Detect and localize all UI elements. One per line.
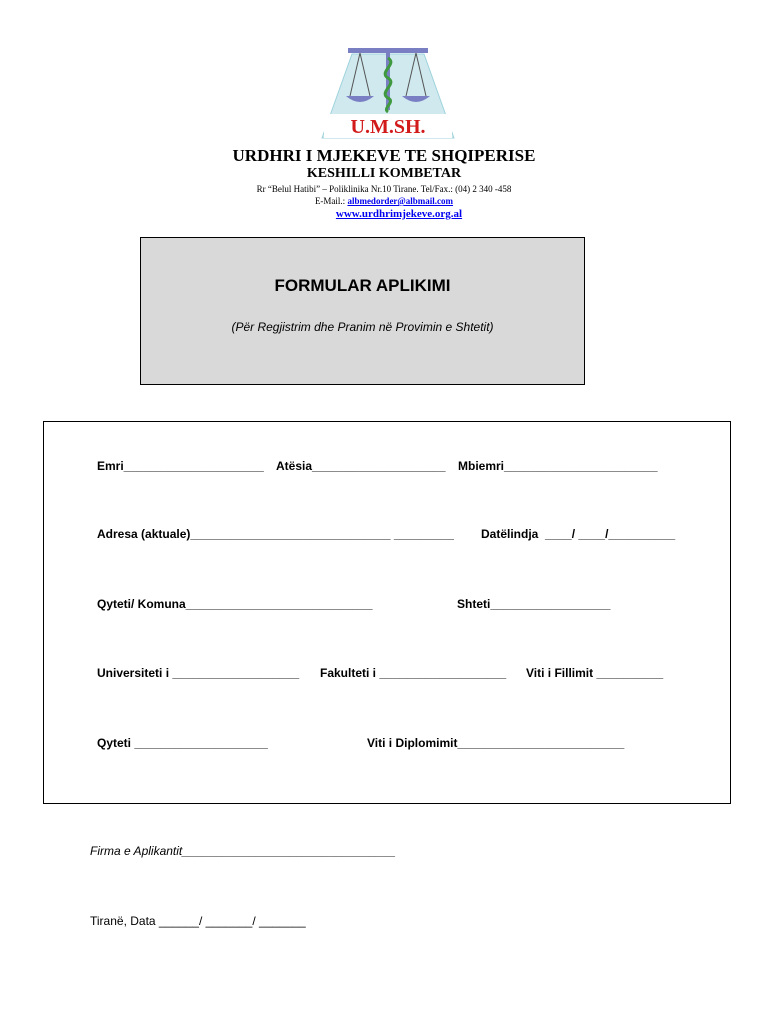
applicant-fields-box	[43, 421, 731, 804]
form-subtitle: (Për Regjistrim dhe Pranim në Provimin e Shtetit)	[231, 320, 494, 334]
emri-field[interactable]: Emri_____________________	[97, 459, 264, 473]
org-website-line	[0, 208, 768, 220]
mbiemri-field[interactable]: Mbiemri_______________________	[458, 459, 658, 473]
qyteti-komuna-field[interactable]: Qyteti/ Komuna____________________________	[97, 597, 373, 611]
viti-diplomimit-field[interactable]: Viti i Diplomimit_________________________	[367, 736, 625, 750]
signature-line[interactable]: Firma e Aplikantit________________________________	[90, 844, 396, 858]
datelindja-field[interactable]: Datëlindja ____/ ____/__________	[481, 527, 676, 541]
shteti-field[interactable]: Shteti__________________	[457, 597, 611, 611]
logo-text: U.M.SH.	[350, 116, 426, 138]
universiteti-field[interactable]: Universiteti i ___________________	[97, 666, 300, 680]
umsh-logo	[300, 44, 476, 144]
fakulteti-field[interactable]: Fakulteti i ___________________	[320, 666, 507, 680]
atesia-field[interactable]: Atësia____________________	[276, 459, 446, 473]
form-title: FORMULAR APLIKIMI	[274, 276, 451, 295]
viti-fillimit-field[interactable]: Viti i Fillimit __________	[526, 666, 664, 680]
title-box	[140, 237, 585, 385]
org-address: Rr “Belul Hatibi” – Poliklinika Nr.10 Tirane. Tel/Fax.: (04) 2 340 -458	[256, 184, 512, 194]
email-link[interactable]: albmedorder@albmail.com	[347, 196, 454, 206]
qyteti-field[interactable]: Qyteti ____________________	[97, 736, 268, 750]
adresa-field[interactable]: Adresa (aktuale)______________________________ _________	[97, 527, 454, 541]
council-name: KESHILLI KOMBETAR	[306, 166, 462, 181]
website-link[interactable]: www.urdhrimjekeve.org.al	[335, 208, 463, 220]
date-line[interactable]: Tiranë, Data ______/ _______/ _______	[90, 914, 306, 928]
org-name: URDHRI I MJEKEVE TE SHQIPERISE	[232, 146, 536, 165]
org-email-line	[0, 196, 768, 206]
email-label: E-Mail.:	[314, 196, 348, 206]
